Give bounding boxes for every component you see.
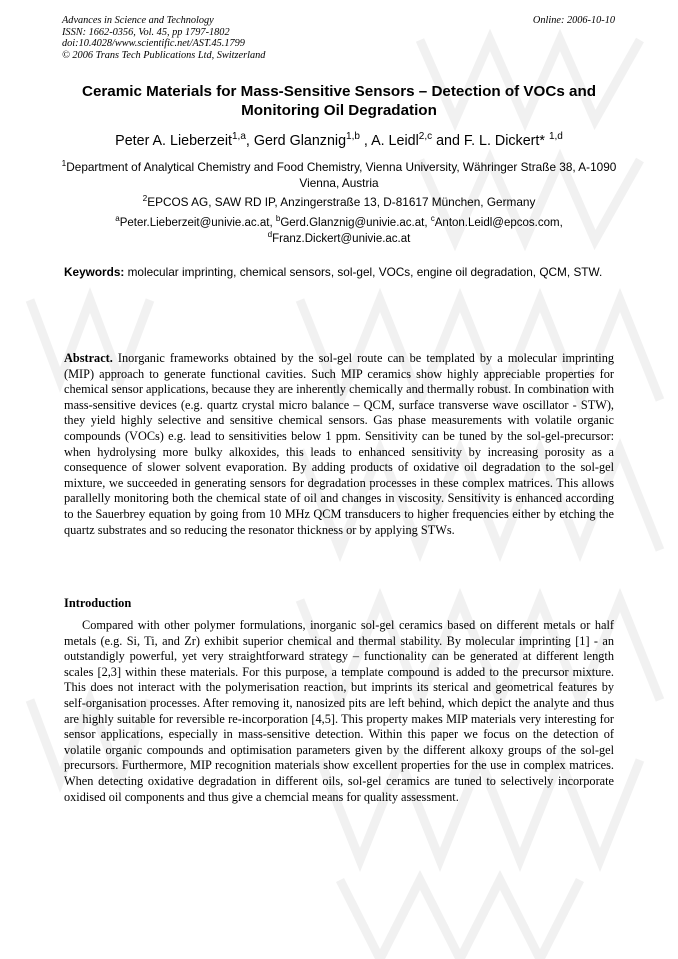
abstract-label: Abstract. bbox=[64, 351, 113, 365]
author-name: Gerd Glanznig bbox=[253, 133, 347, 149]
affiliation-2 bbox=[60, 194, 618, 210]
author-name: A. Leidl bbox=[371, 133, 419, 149]
journal-name: Advances in Science and Technology bbox=[62, 15, 214, 26]
author-name: Peter A. Lieberzeit bbox=[115, 133, 232, 149]
email-list bbox=[89, 215, 589, 247]
email-address[interactable]: Franz.Dickert@univie.ac.at bbox=[272, 233, 411, 245]
affiliation-text: EPCOS AG, SAW RD IP, Anzingerstraße 13, D-81617 München, Germany bbox=[147, 195, 536, 209]
email-address[interactable]: Gerd.Glanznig@univie.ac.at, bbox=[280, 217, 431, 229]
online-date: Online: 2006-10-10 bbox=[532, 15, 615, 26]
author-sep: , bbox=[245, 133, 254, 149]
journal-header bbox=[62, 15, 265, 61]
author-sup: 1,d bbox=[548, 131, 563, 143]
author-name: F. L. Dickert* bbox=[463, 133, 549, 149]
email-address[interactable]: Peter.Lieberzeit@univie.ac.at, bbox=[119, 217, 276, 229]
affiliation-1 bbox=[60, 159, 618, 191]
journal-issn: ISSN: 1662-0356, Vol. 45, pp 1797-1802 bbox=[62, 26, 230, 38]
journal-doi: doi:10.4028/www.scientific.net/AST.45.1799 bbox=[62, 38, 245, 50]
abstract bbox=[64, 351, 614, 538]
affiliation-sup: 2 bbox=[142, 194, 148, 204]
email-address[interactable]: Anton.Leidl@epcos.com, bbox=[434, 217, 563, 229]
email-sup: b bbox=[275, 214, 281, 224]
keywords-text: molecular imprinting, chemical sensors, sol-gel, VOCs, engine oil degradation, QCM, STW. bbox=[124, 265, 603, 279]
author-sep: and bbox=[432, 133, 464, 149]
author-sup: 2,c bbox=[418, 131, 433, 143]
introduction-paragraph: Compared with other polymer formulations, inorganic sol-gel ceramics based on different metals or half metals (e.g. Si, Ti, and Zr) exhibit superior chemical and thermal stability. By molecular imprinting [1] - an outstandigly powerful, yet very straightforward strategy – functionality can be generated at different length scales [2,3] within these materials. For this purpose, a template compound is added to the precursor mixture. This does not interact with the polymerisation reaction, but imprints its sterical and geometrical features by self-organisation processes. After removing it, nanosized pits are left behind, which depict the analyte and thus are highly suitable for reversible re-incorporation [4,5]. This property makes MIP materials very interesting for sensor applications, especially in mass-sensitive detection. Within this paper we focus on the detection of volatile organic compounds and optimisation parameters given by the different alkoxy groups of the sol-gel precursors. Furthermore, MIP recognition materials show excellent properties for the use in complex matrices. When detecting oxidative degradation in different oils, sol-gel ceramics are tuned to selectively incorporate oxidised oil components and thus give a chemcial means for quality assessment. bbox=[64, 618, 614, 804]
abstract-text: Inorganic frameworks obtained by the sol-gel route can be templated by a molecular imprinting (MIP) approach to generate functional cavities. Such MIP ceramics show highly appreciable properties for chemical sensor applications, because they are inherently chemically and thermally robust. In combination with mass-sensitive devices (e.g. quartz crystal micro balance – QCM, surface transverse wave oscillator - STW), they yield highly selective and sensitive chemical sensors. Gas phase measurements with volatile organic compounds (VOCs) e.g. lead to sensitivities below 1 ppm. Sensitivity can be tuned by the sol-gel-precursor: when hydrolysing more bulky alkoxides, this leads to enhanced sensitivity by increasing porosity as a consequence of slower solvent evaporation. By adding products of oxidative oil degradation to the sol-gel mixture, we succeeded in generating sensors for degradation processes in these complex matrices. This allows parallelly monitoring both the chemical state of oil and changes in viscosity. Sensitivity is enhanced according to the Sauerbrey equation by going from 10 MHz QCM transducers to higher frequencies either by etching the quartz substrates and so reducing the resonator thickness or by applying STWs. bbox=[64, 351, 614, 537]
email-sup: a bbox=[115, 214, 120, 224]
affiliation-text: Department of Analytical Chemistry and Food Chemistry, Vienna University, Währinger Straße 38, A-1090 Vienna, Austria bbox=[66, 160, 617, 190]
keywords bbox=[64, 265, 616, 281]
author-sup: 1,b bbox=[346, 131, 360, 143]
affiliation-sup: 1 bbox=[61, 159, 67, 169]
author-sup: 1,a bbox=[231, 131, 246, 143]
paper-title: Ceramic Materials for Mass-Sensitive Sensors – Detection of VOCs and Monitoring Oil Degradation bbox=[81, 83, 597, 119]
journal-copyright: © 2006 Trans Tech Publications Ltd, Switzerland bbox=[62, 49, 266, 61]
keywords-label: Keywords: bbox=[64, 265, 125, 279]
author-sep: , bbox=[359, 133, 372, 149]
author-list bbox=[40, 132, 638, 150]
introduction-heading: Introduction bbox=[64, 596, 132, 610]
email-sup: d bbox=[267, 230, 273, 240]
email-sup: c bbox=[430, 214, 435, 224]
